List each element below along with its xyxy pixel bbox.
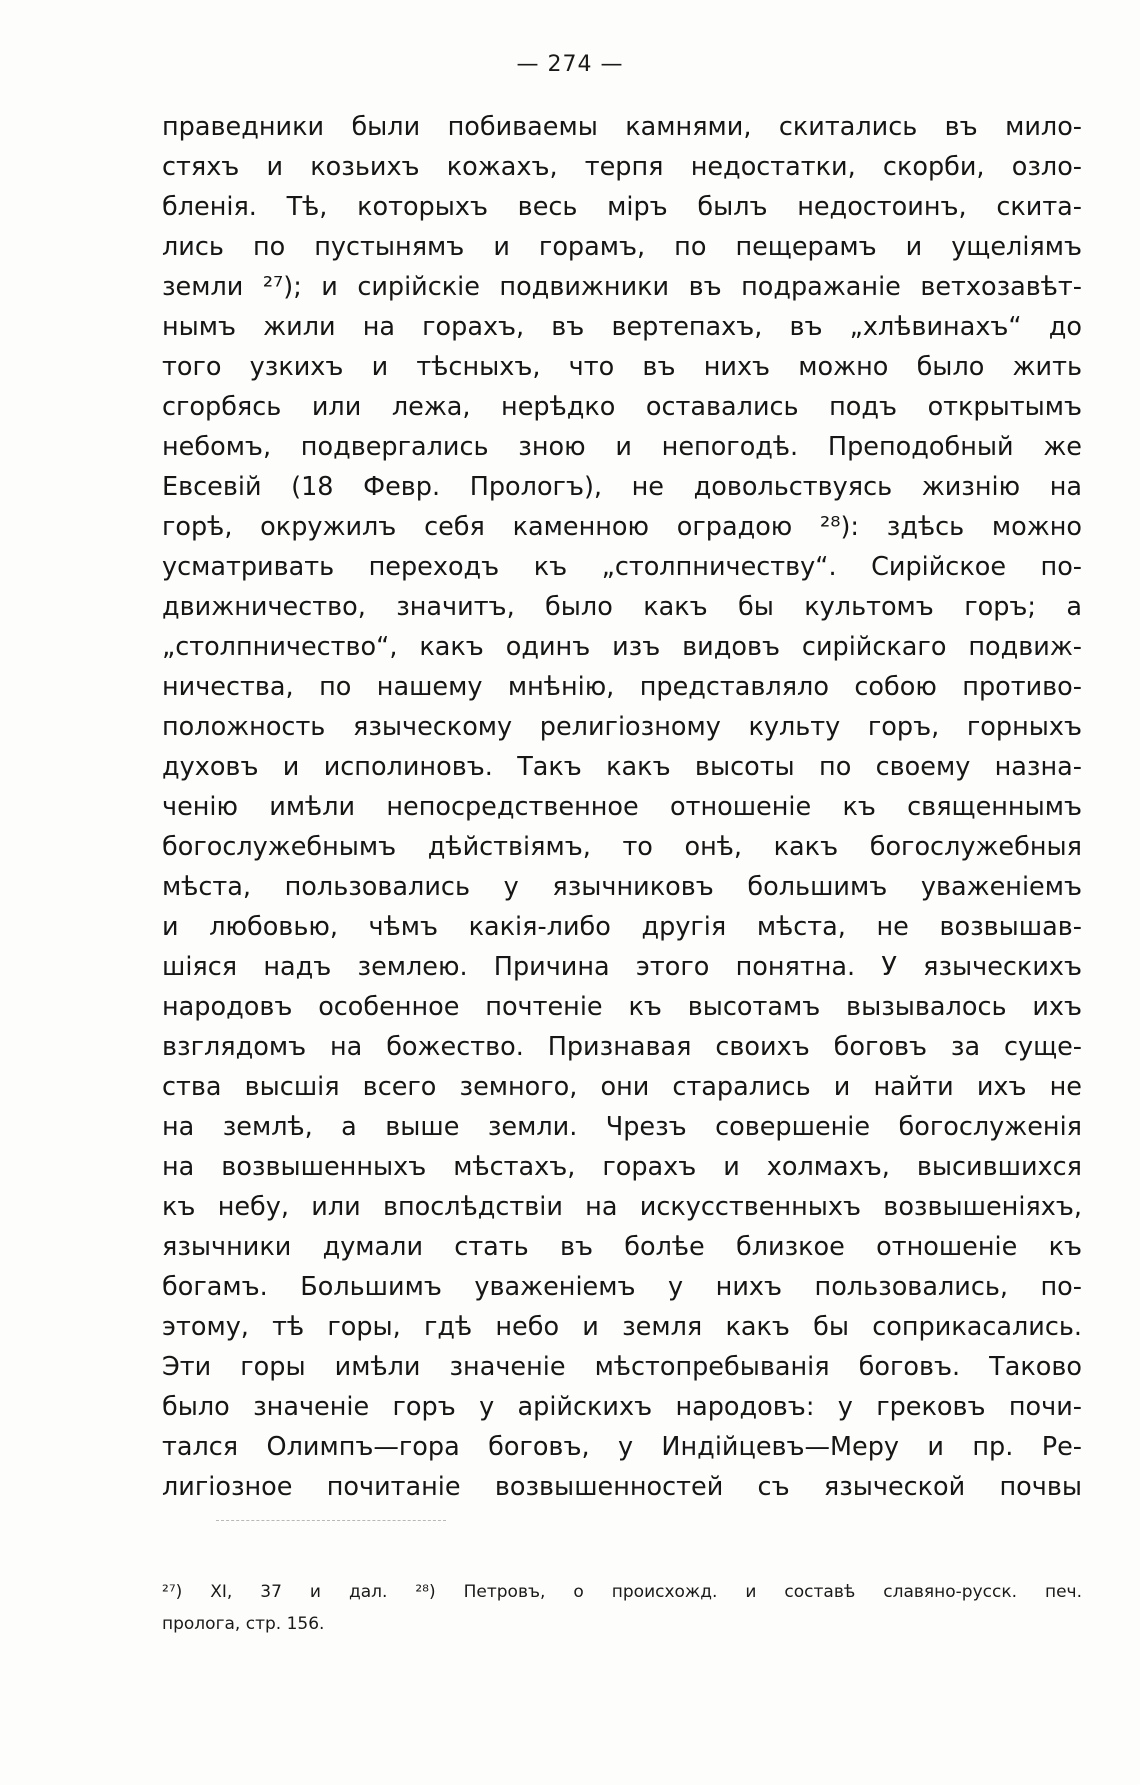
text-line: язычники думали стать въ болѣе близкое отношеніе къ [162,1232,1082,1262]
text-line: тался Олимпъ—гора боговъ, у Индійцевъ—Меру и пр. Ре- [162,1432,1082,1462]
text-line: мѣста, пользовались у язычниковъ большимъ уваженіемъ [162,872,1082,902]
text-line: того узкихъ и тѣсныхъ, что въ нихъ можно было жить [162,352,1082,382]
text-line: усматривать переходъ къ „столпничеству“. Сирійское по- [162,552,1082,582]
text-line: лигіозное почитаніе возвышенностей съ языческой почвы [162,1472,1082,1502]
text-line: богослужебнымъ дѣйствіямъ, то онѣ, какъ богослужебныя [162,832,1082,862]
text-line: на возвышенныхъ мѣстахъ, горахъ и холмахъ, высившихся [162,1152,1082,1182]
text-line: движничество, значитъ, было какъ бы культомъ горъ; а [162,592,1082,622]
text-line: народовъ особенное почтеніе къ высотамъ вызывалось ихъ [162,992,1082,1022]
text-line: ченію имѣли непосредственное отношеніе къ священнымъ [162,792,1082,822]
text-line: бленія. Тѣ, которыхъ весь міръ былъ недостоинъ, скита- [162,192,1082,222]
text-line: положность языческому религіозному культу горъ, горныхъ [162,712,1082,742]
text-line: было значеніе горъ у арійскихъ народовъ: у грековъ почи- [162,1392,1082,1422]
text-line: праведники были побиваемы камнями, скитались въ мило- [162,112,1082,142]
text-line: и любовью, чѣмъ какія-либо другія мѣста, не возвышав- [162,912,1082,942]
text-line: шіяся надъ землею. Причина этого понятна. У языческихъ [162,952,1082,982]
text-line: лись по пустынямъ и горамъ, по пещерамъ и ущеліямъ [162,232,1082,262]
text-line: духовъ и исполиновъ. Такъ какъ высоты по своему назна- [162,752,1082,782]
text-line: „столпничество“, какъ одинъ изъ видовъ сирійскаго подвиж- [162,632,1082,662]
page-number: — 274 — [516,52,624,77]
text-line: стяхъ и козьихъ кожахъ, терпя недостатки, скорби, озло- [162,152,1082,182]
text-line: сгорбясь или лежа, нерѣдко оставались подъ открытымъ [162,392,1082,422]
text-line: Эти горы имѣли значеніе мѣстопребыванія боговъ. Таково [162,1352,1082,1382]
text-line: ства высшія всего земного, они старались и найти ихъ не [162,1072,1082,1102]
text-line: небомъ, подвергались зною и непогодѣ. Преподобный же [162,432,1082,462]
text-line: этому, тѣ горы, гдѣ небо и земля какъ бы соприкасались. [162,1312,1082,1342]
text-line: Евсевій (18 Февр. Прологъ), не довольствуясь жизнію на [162,472,1082,502]
text-line: ничества, по нашему мнѣнію, представляло собою противо- [162,672,1082,702]
text-line: нымъ жили на горахъ, въ вертепахъ, въ „хлѣвинахъ“ до [162,312,1082,342]
text-line: на землѣ, а выше земли. Чрезъ совершеніе богослуженія [162,1112,1082,1142]
footnote-line: ²⁷) XI, 37 и дал. ²⁸) Петровъ, о происхожд. и составѣ славяно-русск. печ. [162,1582,1082,1602]
text-line: взглядомъ на божество. Признавая своихъ боговъ за суще- [162,1032,1082,1062]
text-line: горѣ, окружилъ себя каменною оградою ²⁸): здѣсь можно [162,512,1082,542]
text-line: къ небу, или впослѣдствіи на искусственныхъ возвышеніяхъ, [162,1192,1082,1222]
text-line: богамъ. Большимъ уваженіемъ у нихъ пользовались, по- [162,1272,1082,1302]
text-line: земли ²⁷); и сирійскіе подвижники въ подражаніе ветхозавѣт- [162,272,1082,302]
footnote-line: пролога, стр. 156. [162,1614,325,1634]
footnote-rule [216,1520,446,1521]
